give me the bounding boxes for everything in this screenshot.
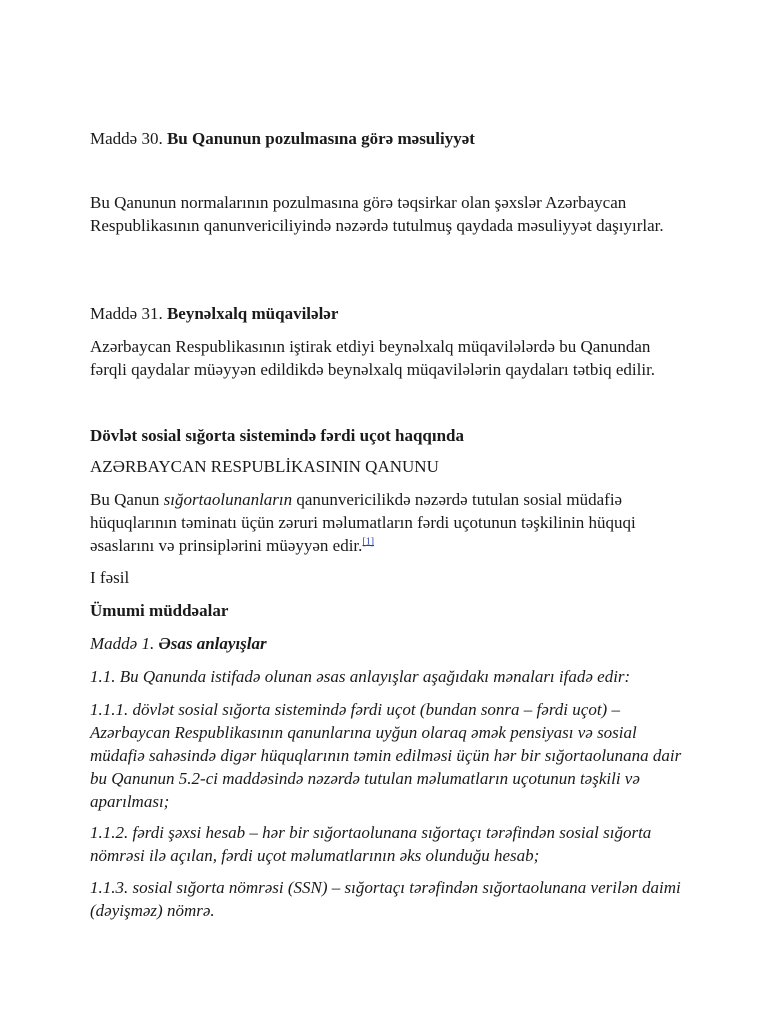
paragraph-1-1-1: 1.1.1. dövlət sosial sığorta sistemində fərdi uçot (bundan sonra – fərdi uçot) – Azərbaycan Respublikasının qanunlarına uyğun olaraq əmək pensiyası və sosial müdafiə sahəsində digər hüquqlarının təmin edilməsi üçün hər bir sığortaolunana dair bu Qanunun 5.2-ci maddəsində nəzərdə tutulan məlumatların uçotunun təşkili və aparılması;: [90, 700, 682, 811]
law-intro: [90, 488, 690, 557]
article-1-prefix: Maddə 1.: [90, 634, 159, 653]
law-intro-italic: sığortaolunanların: [163, 490, 293, 509]
article-31-body: Azərbaycan Respublikasının iştirak etdiyi beynəlxalq müqavilələrdə bu Qanundan fərqli qaydalar müəyyən edildikdə beynəlxalq müqavilələrin qaydaları tətbiq edilir.: [90, 337, 656, 379]
article-31-title: Beynəlxalq müqavilələr: [166, 304, 339, 323]
footnote-link[interactable]: [1]: [362, 536, 375, 548]
paragraph-1-1-2: 1.1.2. fərdi şəxsi hesab – hər bir sığortaolunana sığortaçı tərəfindən sosial sığorta nömrəsi ilə açılan, fərdi uçot məlumatlarının əks olunduğu hesab;: [90, 823, 652, 865]
chapter-label: I fəsil: [90, 568, 130, 587]
article-30-title: Bu Qanunun pozulmasına görə məsuliyyət: [166, 129, 475, 148]
article-30-body: Bu Qanunun normalarının pozulmasına görə təqsirkar olan şəxslər Azərbaycan Respublikasının qanunvericiliyində nəzərdə tutulmuş qaydada məsuliyyət daşıyırlar.: [90, 193, 664, 235]
article-31-prefix: Maddə 31.: [90, 304, 167, 323]
article-30-heading: [90, 127, 690, 150]
law-intro-part1: Bu Qanun: [90, 490, 164, 509]
article-30-prefix: Maddə 30.: [90, 129, 167, 148]
law-title: Dövlət sosial sığorta sistemində fərdi uçot haqqında: [90, 426, 465, 445]
article-31-heading: [90, 302, 690, 325]
paragraph-1-1-3: 1.1.3. sosial sığorta nömrəsi (SSN) – sığortaçı tərəfindən sığortaolunana verilən daimi (dəyişməz) nömrə.: [90, 878, 681, 920]
law-intro-part2: qanunvericilikdə nəzərdə tutulan sosial müdafiə hüquqlarının təminatı üçün zəruri məlumatların fərdi uçotunun təşkilinin hüquqi əsaslarını və prinsiplərini müəyyən edir.: [90, 490, 636, 555]
law-subtitle: AZƏRBAYCAN RESPUBLİKASININ QANUNU: [90, 457, 439, 476]
paragraph-1-1: 1.1. Bu Qanunda istifadə olunan əsas anlayışlar aşağıdakı mənaları ifadə edir:: [90, 667, 631, 686]
article-1-heading: [90, 632, 690, 655]
article-1-title: Əsas anlayışlar: [158, 634, 267, 653]
chapter-title: Ümumi müddəalar: [90, 601, 229, 620]
